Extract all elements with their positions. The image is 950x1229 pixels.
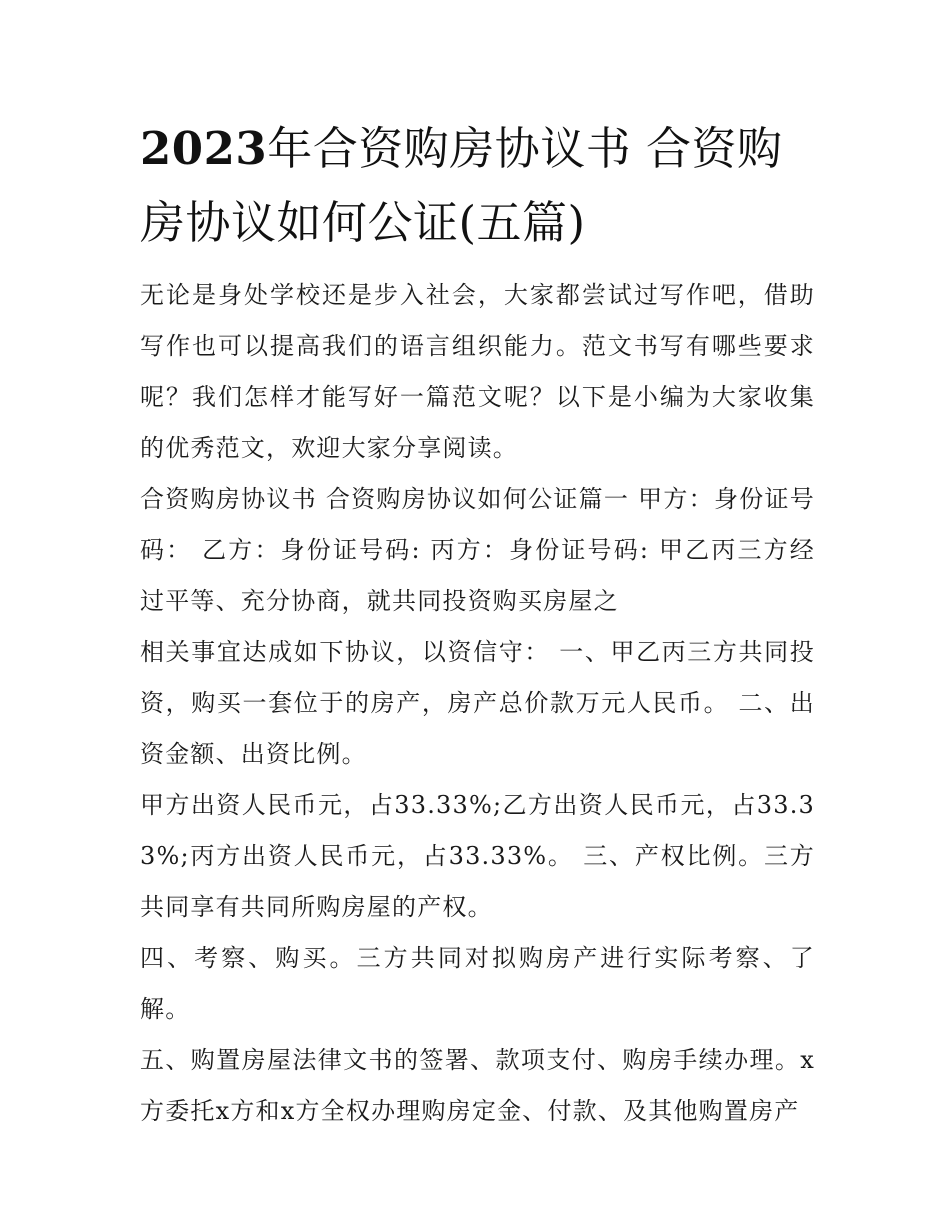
paragraph-agreement: 相关事宜达成如下协议，以资信守： 一、甲乙丙三方共同投资，购买一套位于的房产，房产总价款万元人民币。 二、出资金额、出资比例。 <box>140 638 815 768</box>
paragraph-procedure: 五、购置房屋法律文书的签署、款项支付、购房手续办理。x方委托x方和x方全权办理购房定金、付款、及其他购置房产 <box>140 1046 815 1125</box>
document-body <box>140 112 815 1137</box>
title-year: 2023 <box>140 122 268 175</box>
intro-paragraph: 无论是身处学校还是步入社会，大家都尝试过写作吧，借助写作也可以提高我们的语言组织能力。范文书写有哪些要求呢？我们怎样才能写好一篇范文呢？以下是小编为大家收集的优秀范文，欢迎大家分享阅读。 <box>140 281 815 462</box>
document-title <box>140 112 815 260</box>
paragraph-contribution: 甲方出资人民币元，占33.33%;乙方出资人民币元，占33.33%;丙方出资人民币元，占33.33%。 三、产权比例。三方共同享有共同所购房屋的产权。 <box>140 791 815 921</box>
paragraph-parties: 合资购房协议书 合资购房协议如何公证篇一 甲方：身份证号码： 乙方：身份证号码: 丙方：身份证号码: 甲乙丙三方经过平等、充分协商，就共同投资购买房屋之 <box>140 485 815 615</box>
title-text: 年合资购房协议书 合资购房协议如何公证(五篇) <box>140 122 783 249</box>
paragraph-inspection: 四、考察、购买。三方共同对拟购房产进行实际考察、了解。 <box>140 944 815 1023</box>
